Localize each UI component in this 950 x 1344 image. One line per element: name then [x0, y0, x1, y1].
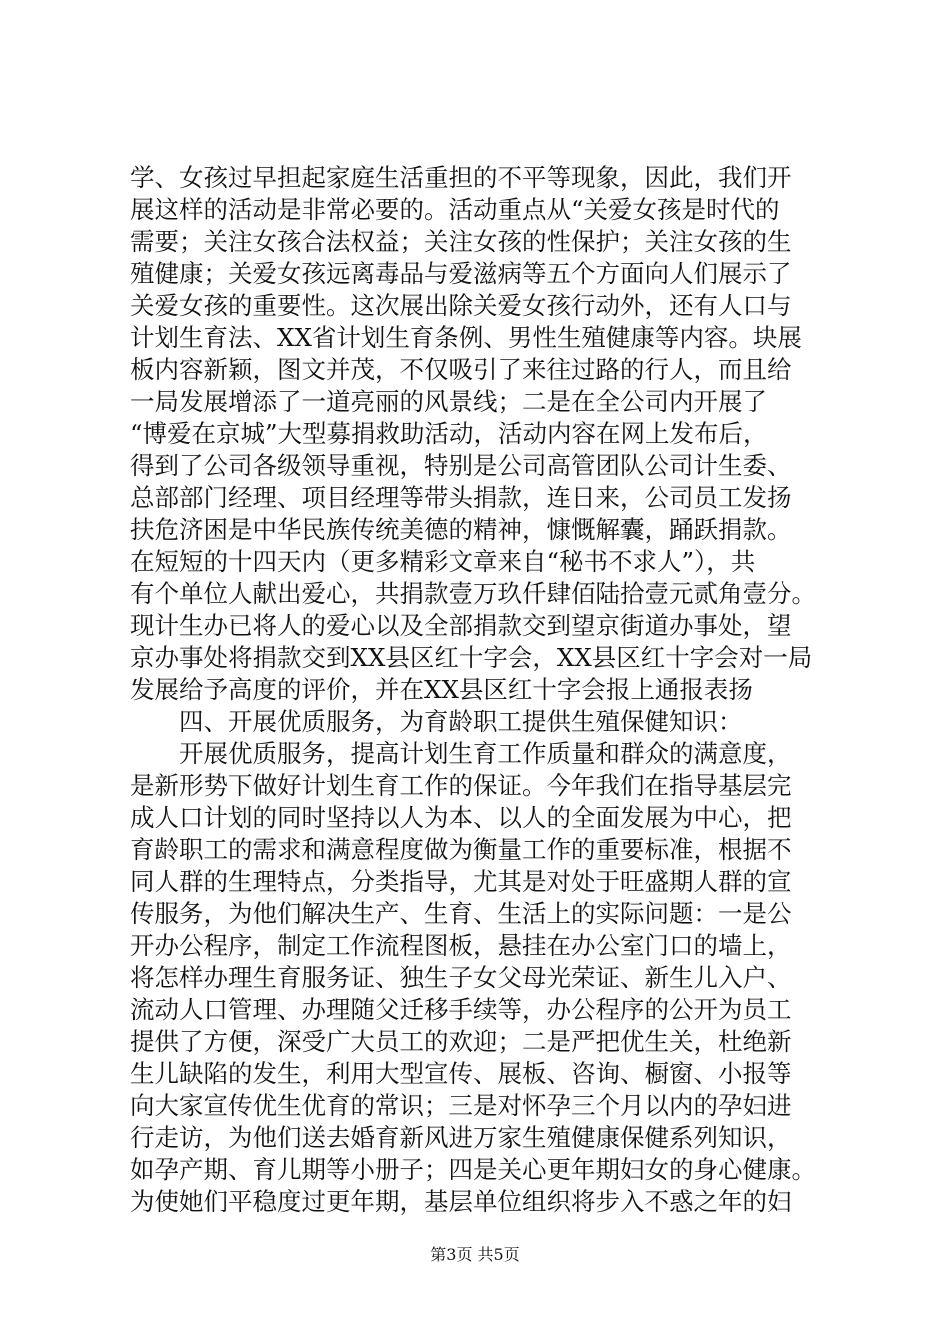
text-line: 关爱女孩的重要性。这次展出除关爱女孩行动外，还有人口与	[130, 291, 792, 320]
text-line: 育龄职工的需求和满意程度做为衡量工作的重要标准，根据不	[130, 835, 792, 864]
text-line: 有个单位人献出爱心，共捐款壹万玖仟肆佰陆拾壹元贰角壹分。	[130, 579, 816, 608]
section-heading: 四、开展优质服务，为育龄职工提供生殖保健知识：	[130, 707, 743, 736]
text-line: “博爱在京城”大型募捐救助活动，活动内容在网上发布后，	[130, 419, 768, 448]
text-line: 殖健康；关爱女孩远离毒品与爱滋病等五个方面向人们展示了	[130, 259, 792, 288]
text-line: 发展给予高度的评价，并在XX县区红十字会报上通报表扬	[130, 675, 753, 704]
text-line: 开展优质服务，提高计划生育工作质量和群众的满意度，	[130, 739, 792, 768]
text-line: 学、女孩过早担起家庭生活重担的不平等现象，因此，我们开	[130, 163, 792, 192]
text-line: 向大家宣传优生优育的常识；三是对怀孕三个月以内的孕妇进	[130, 1091, 792, 1120]
text-line: 板内容新颖，图文并茂，不仅吸引了来往过路的行人，而且给	[130, 355, 792, 384]
body-text	[130, 162, 830, 1218]
text-line: 提供了方便，深受广大员工的欢迎；二是严把优生关，杜绝新	[130, 1027, 792, 1056]
text-line: 将怎样办理生育服务证、独生子女父母光荣证、新生儿入户、	[130, 963, 792, 992]
text-line: 开办公程序，制定工作流程图板，悬挂在办公室门口的墙上，	[130, 931, 792, 960]
text-line: 计划生育法、XX省计划生育条例、男性生殖健康等内容。块展	[130, 323, 802, 352]
page-number-footer: 第3页 共5页	[430, 1245, 520, 1264]
text-line: 京办事处将捐款交到XX县区红十字会，XX县区红十字会对一局	[130, 643, 813, 672]
text-line: 同人群的生理特点，分类指导，尤其是对处于旺盛期人群的宣	[130, 867, 792, 896]
text-line: 得到了公司各级领导重视，特别是公司高管团队公司计生委、	[130, 451, 792, 480]
text-line: 一局发展增添了一道亮丽的风景线；二是在全公司内开展了	[130, 387, 767, 416]
text-line: 生儿缺陷的发生，利用大型宣传、展板、咨询、橱窗、小报等	[130, 1059, 792, 1088]
text-line: 需要；关注女孩合法权益；关注女孩的性保护；关注女孩的生	[130, 227, 792, 256]
text-line: 总部部门经理、项目经理等带头捐款，连日来，公司员工发扬	[130, 483, 792, 512]
text-line: 如孕产期、育儿期等小册子；四是关心更年期妇女的身心健康。	[130, 1155, 816, 1184]
text-line: 扶危济困是中华民族传统美德的精神，慷慨解囊，踊跃捐款。	[130, 515, 792, 544]
text-line: 为使她们平稳度过更年期，基层单位组织将步入不惑之年的妇	[130, 1187, 792, 1216]
text-line: 传服务，为他们解决生产、生育、生活上的实际问题：一是公	[130, 899, 792, 928]
text-line: 是新形势下做好计划生育工作的保证。今年我们在指导基层完	[130, 771, 792, 800]
text-line: 现计生办已将人的爱心以及全部捐款交到望京街道办事处，望	[130, 611, 792, 640]
text-line: 流动人口管理、办理随父迁移手续等，办公程序的公开为员工	[130, 995, 792, 1024]
text-line: 行走访，为他们送去婚育新风进万家生殖健康保健系列知识，	[130, 1123, 792, 1152]
text-line: 在短短的十四天内（更多精彩文章来自“秘书不求人”），共	[130, 547, 756, 576]
text-line: 展这样的活动是非常必要的。活动重点从“关爱女孩是时代的	[130, 195, 780, 224]
text-line: 成人口计划的同时坚持以人为本、以人的全面发展为中心，把	[130, 803, 792, 832]
